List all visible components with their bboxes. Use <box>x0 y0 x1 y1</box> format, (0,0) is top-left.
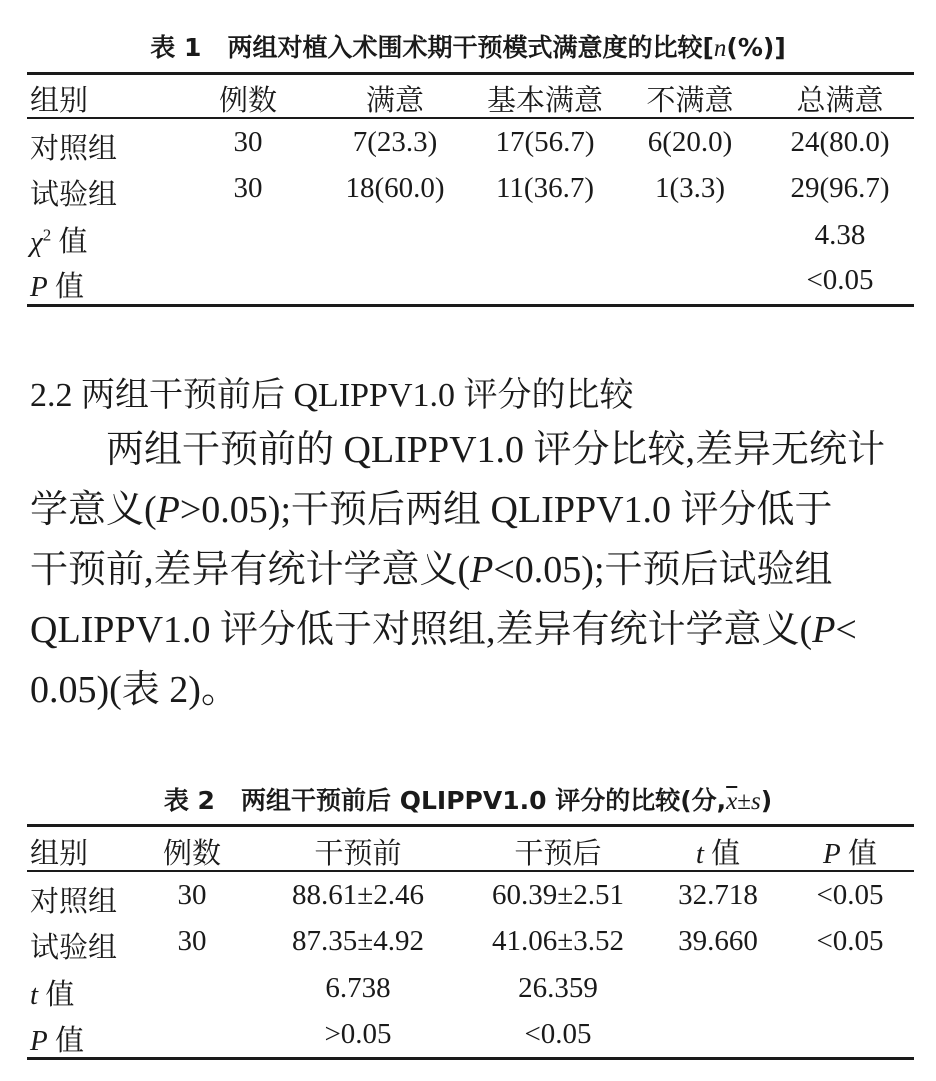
table2-t-row-after: 26.359 <box>518 972 598 1004</box>
table2-p-row-text: 值 <box>47 1025 84 1057</box>
table1-caption-text: 两组对植入术围术期干预模式满意度的比较[ <box>227 33 714 62</box>
table2-t-row-before: 6.738 <box>325 972 391 1004</box>
paragraph-line-3 <box>30 540 833 600</box>
table1-row2-satisfied: 18(60.0) <box>345 172 445 204</box>
paragraph-line-4-b: < <box>835 609 857 651</box>
table1-chi-label <box>30 219 88 260</box>
table2-p-row-after: <0.05 <box>524 1018 592 1050</box>
table2-row2-count: 30 <box>177 925 207 957</box>
table2-caption-s: s <box>751 788 761 815</box>
table1-bottom-rule <box>27 304 914 307</box>
table1-row1-unsatisfied: 6(20.0) <box>647 126 733 158</box>
table2-row1-p: <0.05 <box>816 879 884 911</box>
paragraph-line-4-a: QLIPPV1.0 评分低于对照组,差异有统计学意义( <box>30 609 813 651</box>
table1-p-value: <0.05 <box>806 264 874 296</box>
table1-row1-basic: 17(56.7) <box>495 126 595 158</box>
table1-caption-n: n <box>713 35 727 62</box>
table2-header-t-text: 值 <box>703 838 741 870</box>
paragraph-line-5: 0.05)(表 2)。 <box>30 669 239 711</box>
table1-caption <box>0 28 936 64</box>
paragraph-line-2-b: >0.05);干预后两组 QLIPPV1.0 评分低于 <box>179 489 833 531</box>
table1-header-basic: 基本满意 <box>486 85 603 117</box>
table2-caption-pm: ± <box>737 788 751 815</box>
table2-row2-p: <0.05 <box>816 925 884 957</box>
table1-row2-count: 30 <box>233 172 263 204</box>
table2-p-row-before: >0.05 <box>324 1018 392 1050</box>
table2-row2-before: 87.35±4.92 <box>292 925 424 957</box>
table2-caption-tail: ) <box>760 786 773 815</box>
table1-p-symbol: P <box>30 271 48 303</box>
table1-header-group: 组别 <box>30 85 89 117</box>
table2-header-t <box>658 831 778 872</box>
table1-row1-total: 24(80.0) <box>790 126 890 158</box>
paragraph-line-2-a: 学意义( <box>30 489 157 531</box>
table1-row1-satisfied: 7(23.3) <box>352 126 438 158</box>
table1-caption-tail: (%)] <box>726 33 786 62</box>
table2-caption <box>0 781 936 817</box>
table2-row2-group: 试验组 <box>30 932 118 964</box>
table1-header-satisfied: 满意 <box>365 85 424 117</box>
table1-chi-sup: 2 <box>42 225 52 245</box>
table2-header-p-symbol: P <box>823 838 841 870</box>
table2-top-rule <box>27 824 914 827</box>
table1-row2-group: 试验组 <box>30 179 118 211</box>
table2-p-row-symbol: P <box>30 1025 48 1057</box>
table2-header-p-text: 值 <box>840 838 877 870</box>
table1-top-rule <box>27 72 914 75</box>
paragraph-line-3-a: 干预前,差异有统计学意义( <box>30 549 471 591</box>
table2-header-p <box>790 831 910 872</box>
table2-t-row-label <box>30 972 74 1013</box>
table1-header-unsatisfied: 不满意 <box>646 85 734 117</box>
table2-bottom-rule <box>27 1057 914 1060</box>
table1-header-count: 例数 <box>218 85 277 117</box>
table2-row1-count: 30 <box>177 879 207 911</box>
table1-chi-text: 值 <box>51 226 88 258</box>
table1-header-total: 总满意 <box>796 85 884 117</box>
table2-header-t-symbol: t <box>695 838 704 870</box>
table2-row1-before: 88.61±2.46 <box>292 879 424 911</box>
paragraph-line-1: 两组干预前的 QLIPPV1.0 评分比较,差异无统计 <box>106 429 886 471</box>
table1-chi-value: 4.38 <box>814 219 866 251</box>
table2-row2-after: 41.06±3.52 <box>492 925 624 957</box>
table2-row2-t: 39.660 <box>678 925 758 957</box>
table1-row2-basic: 11(36.7) <box>496 172 594 204</box>
table1-row2-unsatisfied: 1(3.3) <box>654 172 726 204</box>
table1-p-label <box>30 264 84 305</box>
table2-t-row-text: 值 <box>38 979 75 1011</box>
paragraph-line-4-p: P <box>812 609 836 651</box>
paragraph-line-4 <box>30 600 857 660</box>
table1-row2-total: 29(96.7) <box>790 172 890 204</box>
table1-caption-label: 表 1 <box>150 33 202 62</box>
table2-caption-text: 两组干预前后 QLIPPV1.0 评分的比较(分, <box>241 786 727 815</box>
section-heading: 2.2 两组干预前后 QLIPPV1.0 评分的比较 <box>30 377 634 414</box>
paragraph-line-2 <box>30 480 833 540</box>
paragraph-line-3-b: <0.05);干预后试验组 <box>493 549 833 591</box>
table1-p-text: 值 <box>47 271 84 303</box>
table2-t-row-symbol: t <box>30 979 39 1011</box>
paragraph-line-3-p: P <box>470 549 494 591</box>
table1-chi-symbol: χ <box>30 226 43 258</box>
table2-caption-label: 表 2 <box>163 786 215 815</box>
table2-header-after: 干预后 <box>514 838 602 870</box>
table2-p-row-label <box>30 1018 84 1059</box>
table1-row1-group: 对照组 <box>30 133 118 165</box>
table2-header-before: 干预前 <box>314 838 402 870</box>
table1-row1-count: 30 <box>233 126 263 158</box>
paragraph-line-2-p: P <box>156 489 180 531</box>
table2-row1-group: 对照组 <box>30 886 118 918</box>
table2-caption-x: $\overline{x}$ <box>726 788 738 815</box>
table2-header-group: 组别 <box>30 838 89 870</box>
table2-header-count: 例数 <box>162 838 221 870</box>
table2-row1-after: 60.39±2.51 <box>492 879 624 911</box>
table2-row1-t: 32.718 <box>678 879 758 911</box>
